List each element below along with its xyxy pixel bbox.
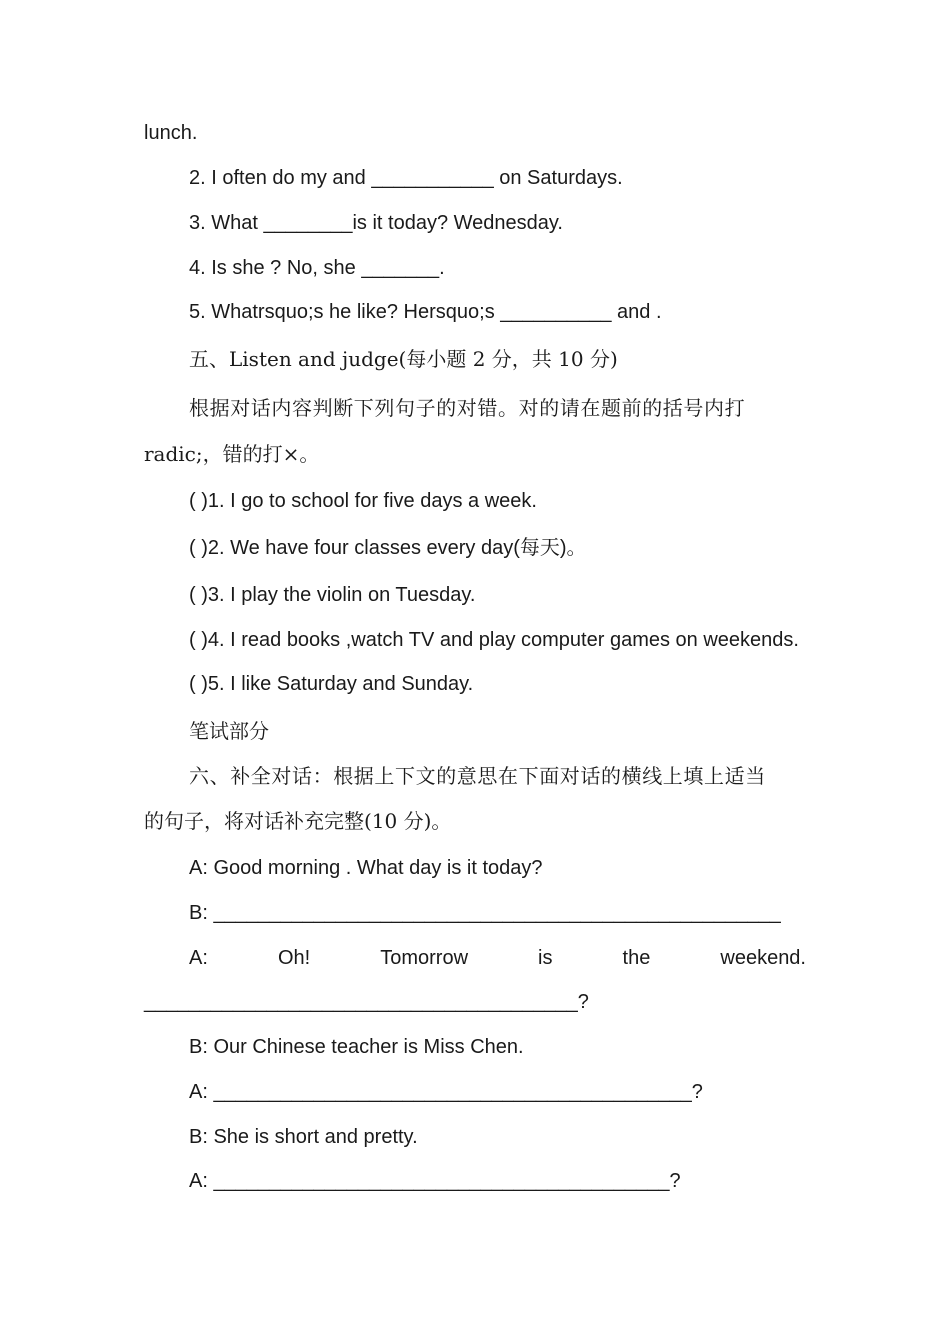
judge-item-1: ( )1. I go to school for five days a week. — [189, 490, 537, 512]
dialogue-line-3 — [189, 945, 806, 971]
question-2: 2. I often do my and ___________ on Saturdays. — [189, 167, 623, 189]
dialogue-word: Tomorrow — [380, 947, 469, 969]
question-3: 3. What ________is it today? Wednesday. — [189, 212, 563, 234]
question-5: 5. Whatrsquo;s he like? Hersquo;s __________ and . — [189, 301, 662, 323]
dialogue-word: Oh! — [277, 947, 311, 969]
dialogue-word: A: — [189, 947, 208, 969]
dialogue-line-4: B: Our Chinese teacher is Miss Chen. — [189, 1036, 524, 1058]
section-5-instruction-line-2: radic;，错的打×。 — [144, 442, 320, 466]
dialogue-line-6: B: She is short and pretty. — [189, 1126, 418, 1148]
text-line-lunch: lunch. — [144, 122, 198, 144]
dialogue-word: the — [622, 947, 651, 969]
section-6-heading-line-1: 六、补全对话：根据上下文的意思在下面对话的横线上填上适当 — [189, 764, 766, 788]
dialogue-line-5: A: ___________________________________________? — [189, 1081, 703, 1103]
dialogue-line-2: B: ___________________________________________________ — [189, 902, 781, 924]
dialogue-line-3-continued: _______________________________________? — [144, 991, 589, 1013]
dialogue-word: is — [538, 947, 553, 969]
dialogue-line-7: A: _________________________________________? — [189, 1170, 681, 1192]
judge-item-3: ( )3. I play the violin on Tuesday. — [189, 584, 476, 606]
dialogue-line-1: A: Good morning . What day is it today? — [189, 857, 543, 879]
section-6-heading-line-2: 的句子，将对话补充完整(10 分)。 — [144, 809, 452, 833]
section-5-heading: 五、Listen and judge(每小题 2 分，共 10 分) — [189, 347, 618, 371]
question-4: 4. Is she ? No, she _______. — [189, 257, 445, 279]
written-part-heading: 笔试部分 — [189, 719, 269, 743]
judge-item-4: ( )4. I read books ,watch TV and play computer games on weekends. — [189, 629, 799, 651]
judge-item-2: ( )2. We have four classes every day(每天)。 — [189, 537, 587, 559]
dialogue-word: weekend. — [720, 947, 806, 969]
judge-item-5: ( )5. I like Saturday and Sunday. — [189, 673, 474, 695]
section-5-instruction-line-1: 根据对话内容判断下列句子的对错。对的请在题前的括号内打 — [189, 396, 746, 420]
